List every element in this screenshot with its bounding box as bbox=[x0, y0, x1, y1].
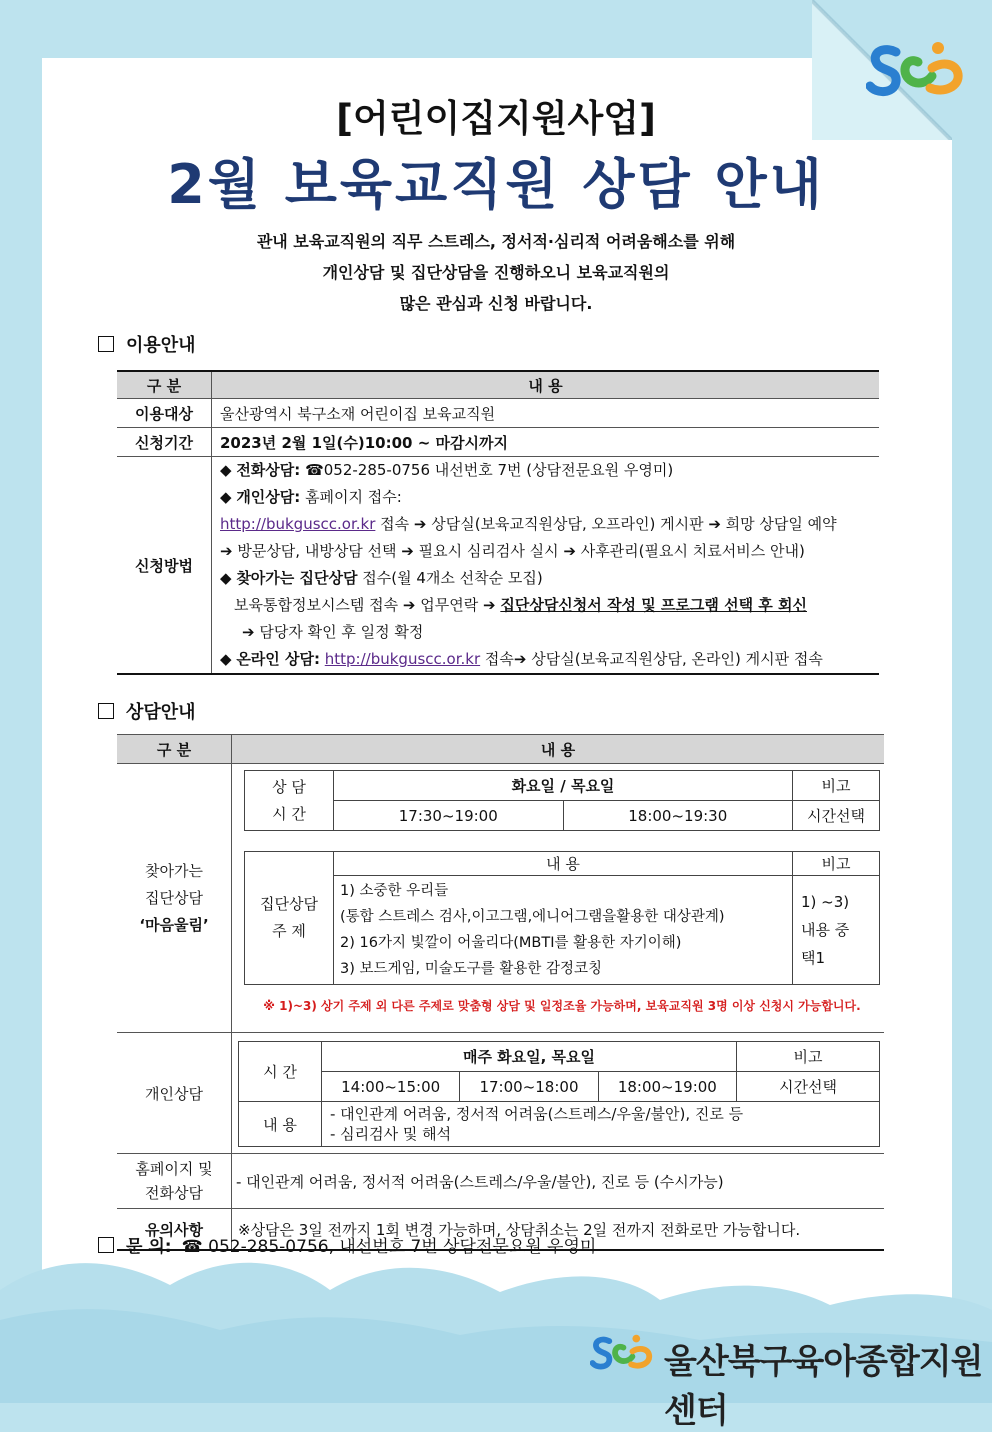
table-row bbox=[245, 771, 880, 801]
personal-note: 시간선택 bbox=[737, 1072, 880, 1102]
table-row bbox=[245, 876, 880, 985]
table-row bbox=[239, 1072, 880, 1102]
header-category: 구 분 bbox=[117, 371, 212, 399]
topic-list bbox=[334, 876, 793, 985]
table-row bbox=[117, 399, 879, 428]
contact-value: ☎ 052-285-0756, 내선번호 7번 상담전문요원 우영미 bbox=[181, 1237, 597, 1257]
table-row bbox=[245, 852, 880, 876]
group-steps-2: ➔ 담당자 확인 후 일정 확정 bbox=[242, 623, 424, 641]
topic-item: 1) 소중한 우리들 bbox=[340, 883, 449, 899]
online-steps: 접속➔ 상담실(보육교직원상담, 온라인) 게시판 접속 bbox=[484, 650, 823, 668]
topic-label-line: 주 제 bbox=[272, 922, 306, 940]
group-method: ◆ 찾아가는 집단상담 접수(월 4개소 선착순 모집) bbox=[220, 569, 543, 587]
caution-label: 유의사항 bbox=[117, 1209, 232, 1251]
footer-logo-icon bbox=[590, 1323, 662, 1385]
group-steps-1a: 보육통합정보시스템 접속 ➔ 업무연락 ➔ bbox=[234, 596, 496, 614]
personal-slot-3: 18:00~19:00 bbox=[598, 1072, 736, 1102]
topic-label bbox=[245, 852, 334, 985]
personal-method-value: 홈페이지 접수: bbox=[305, 488, 402, 506]
page-title: 2월 보육교직원 상담 안내 bbox=[167, 153, 825, 216]
personal-content-line: - 심리검사 및 해석 bbox=[330, 1125, 452, 1143]
personal-days: 매주 화요일, 목요일 bbox=[322, 1042, 737, 1072]
table-row bbox=[245, 801, 880, 831]
phone-label-line: 홈페이지 및 bbox=[135, 1160, 213, 1178]
period-value: 2023년 2월 1일(수)10:00 ~ 마감시까지 bbox=[212, 428, 880, 457]
checkbox-icon bbox=[98, 703, 114, 719]
personal-time-table bbox=[238, 1041, 880, 1147]
footer-org-name: 울산북구육아종합지원센터 bbox=[664, 1342, 983, 1431]
online-link[interactable]: http://bukguscc.or.kr bbox=[324, 650, 481, 668]
group-time-label bbox=[245, 771, 334, 831]
section-usage-title: 이용안내 bbox=[126, 335, 196, 356]
phone-method-value: ☎052-285-0756 내선번호 7번 (상담전문요원 우영미) bbox=[305, 461, 674, 479]
phone-counsel-value: - 대인관계 어려움, 정서적 어려움(스트레스/우울/불안), 진로 등 (수시가능) bbox=[232, 1154, 885, 1209]
phone-label-line: 전화상담 bbox=[145, 1184, 203, 1202]
group-method-value: 접수(월 4개소 선착순 모집) bbox=[362, 569, 543, 587]
header-category: 구 분 bbox=[117, 735, 232, 764]
table-row bbox=[117, 1154, 884, 1209]
personal-counsel-label: 개인상담 bbox=[117, 1033, 232, 1154]
usage-table bbox=[117, 370, 879, 675]
personal-content-line: - 대인관계 어려움, 정서적 어려움(스트레스/우울/불안), 진로 등 bbox=[330, 1105, 744, 1123]
group-label-line: 집단상담 bbox=[145, 888, 203, 907]
group-note: 시간선택 bbox=[793, 801, 880, 831]
usage-table-header bbox=[117, 371, 879, 399]
group-time-table bbox=[244, 770, 880, 831]
contact-label: 문 의: bbox=[126, 1237, 172, 1257]
section-usage-heading bbox=[98, 331, 196, 357]
personal-steps-2: ➔ 방문상담, 내방상담 선택 ➔ 필요시 심리검사 실시 ➔ 사후관리(필요시 치료서비스 안내) bbox=[220, 542, 805, 560]
table-row bbox=[117, 428, 879, 457]
topic-note-line: 택1 bbox=[801, 949, 826, 967]
table-row bbox=[117, 1033, 884, 1154]
table-row bbox=[117, 457, 879, 675]
topic-item: 3) 보드게임, 미술도구를 활용한 감정코칭 bbox=[340, 961, 603, 977]
topic-note bbox=[793, 876, 880, 985]
personal-method-label: 개인상담: bbox=[236, 488, 301, 506]
topic-note-header: 비고 bbox=[793, 852, 880, 876]
group-slot-1: 17:30~19:00 bbox=[334, 801, 564, 831]
phone-method-label: 전화상담: bbox=[236, 461, 301, 479]
table-row bbox=[239, 1042, 880, 1072]
online-method-label: 온라인 상담: bbox=[236, 650, 320, 668]
group-method-label: 찾아가는 집단상담 bbox=[236, 569, 358, 587]
caution-value: ※상담은 3일 전까지 1회 변경 가능하며, 상담취소는 2일 전까지 전화로만 가능합니다. bbox=[232, 1209, 885, 1251]
group-label-line: 찾아가는 bbox=[145, 861, 203, 880]
personal-steps-1: 접속 ➔ 상담실(보육교직원상담, 오프라인) 게시판 ➔ 희망 상담일 예약 bbox=[380, 515, 837, 533]
time-label-line: 시 간 bbox=[272, 804, 306, 823]
counsel-table bbox=[117, 734, 884, 1251]
table-row bbox=[117, 764, 884, 1033]
target-label: 이용대상 bbox=[117, 399, 212, 428]
online-method: ◆ 온라인 상담: http://bukguscc.or.kr 접속➔ 상담실(보육교직원상담, 온라인) 게시판 접속 bbox=[220, 650, 823, 668]
personal-method-steps bbox=[220, 511, 871, 538]
group-note-header: 비고 bbox=[793, 771, 880, 801]
method-label: 신청방법 bbox=[117, 457, 212, 675]
page-subtitle: [어린이집지원사업] bbox=[336, 97, 656, 140]
target-value: 울산광역시 북구소재 어린이집 보육교직원 bbox=[212, 399, 880, 428]
intro-text bbox=[0, 226, 992, 319]
group-counsel-content bbox=[232, 764, 885, 1033]
homepage-link[interactable]: http://bukguscc.or.kr bbox=[220, 515, 376, 533]
checkbox-icon bbox=[98, 336, 114, 352]
header-content: 내 용 bbox=[212, 371, 880, 399]
topic-item: (통합 스트레스 검사,이고그램,에니어그램을활용한 대상관계) bbox=[340, 909, 725, 925]
intro-line: 개인상담 및 집단상담을 진행하오니 보육교직원의 bbox=[322, 263, 670, 282]
section-counsel-heading bbox=[98, 698, 196, 724]
group-steps-1 bbox=[220, 592, 871, 619]
group-topic-table bbox=[244, 851, 880, 985]
topic-label-line: 집단상담 bbox=[260, 895, 318, 913]
personal-method: ◆ 개인상담: 홈페이지 접수: bbox=[220, 488, 402, 506]
counsel-table-header bbox=[117, 735, 884, 764]
personal-counsel-content bbox=[232, 1033, 885, 1154]
intro-line: 관내 보육교직원의 직무 스트레스, 정서적·심리적 어려움해소를 위해 bbox=[256, 232, 736, 251]
personal-content bbox=[322, 1102, 880, 1147]
group-steps-1b: 집단상담신청서 작성 및 프로그램 선택 후 회신 bbox=[500, 596, 807, 614]
group-days: 화요일 / 목요일 bbox=[334, 771, 793, 801]
topic-item: 2) 16가지 빛깔이 어울리다(MBTI를 활용한 자기이해) bbox=[340, 935, 682, 951]
phone-counsel-label bbox=[117, 1154, 232, 1209]
group-label-line: ‘마음울림’ bbox=[139, 915, 209, 934]
personal-content-label: 내 용 bbox=[239, 1102, 322, 1147]
personal-note-header: 비고 bbox=[737, 1042, 880, 1072]
section-counsel-title: 상담안내 bbox=[126, 702, 196, 723]
method-content bbox=[212, 457, 880, 675]
topic-note-line: 1) ~3) bbox=[801, 893, 850, 911]
topic-header: 내 용 bbox=[334, 852, 793, 876]
header-content: 내 용 bbox=[232, 735, 885, 764]
group-slot-2: 18:00~19:30 bbox=[563, 801, 793, 831]
personal-slot-2: 17:00~18:00 bbox=[460, 1072, 598, 1102]
phone-method: ◆ 전화상담: ☎052-285-0756 내선번호 7번 (상담전문요원 우영미) bbox=[220, 461, 674, 479]
topic-note-line: 내용 중 bbox=[801, 921, 850, 939]
group-notice: ※ 1)~3) 상기 주제 외 다른 주제로 맞춤형 상담 및 일정조율 가능하며, 보육교직원 3명 이상 신청시 가능합니다. bbox=[263, 999, 861, 1013]
period-label: 신청기간 bbox=[117, 428, 212, 457]
personal-slot-1: 14:00~15:00 bbox=[322, 1072, 460, 1102]
group-counsel-label bbox=[117, 764, 232, 1033]
personal-time-label: 시 간 bbox=[239, 1042, 322, 1102]
table-row bbox=[239, 1102, 880, 1147]
intro-line: 많은 관심과 신청 바랍니다. bbox=[399, 294, 593, 313]
time-label-line: 상 담 bbox=[272, 777, 306, 796]
